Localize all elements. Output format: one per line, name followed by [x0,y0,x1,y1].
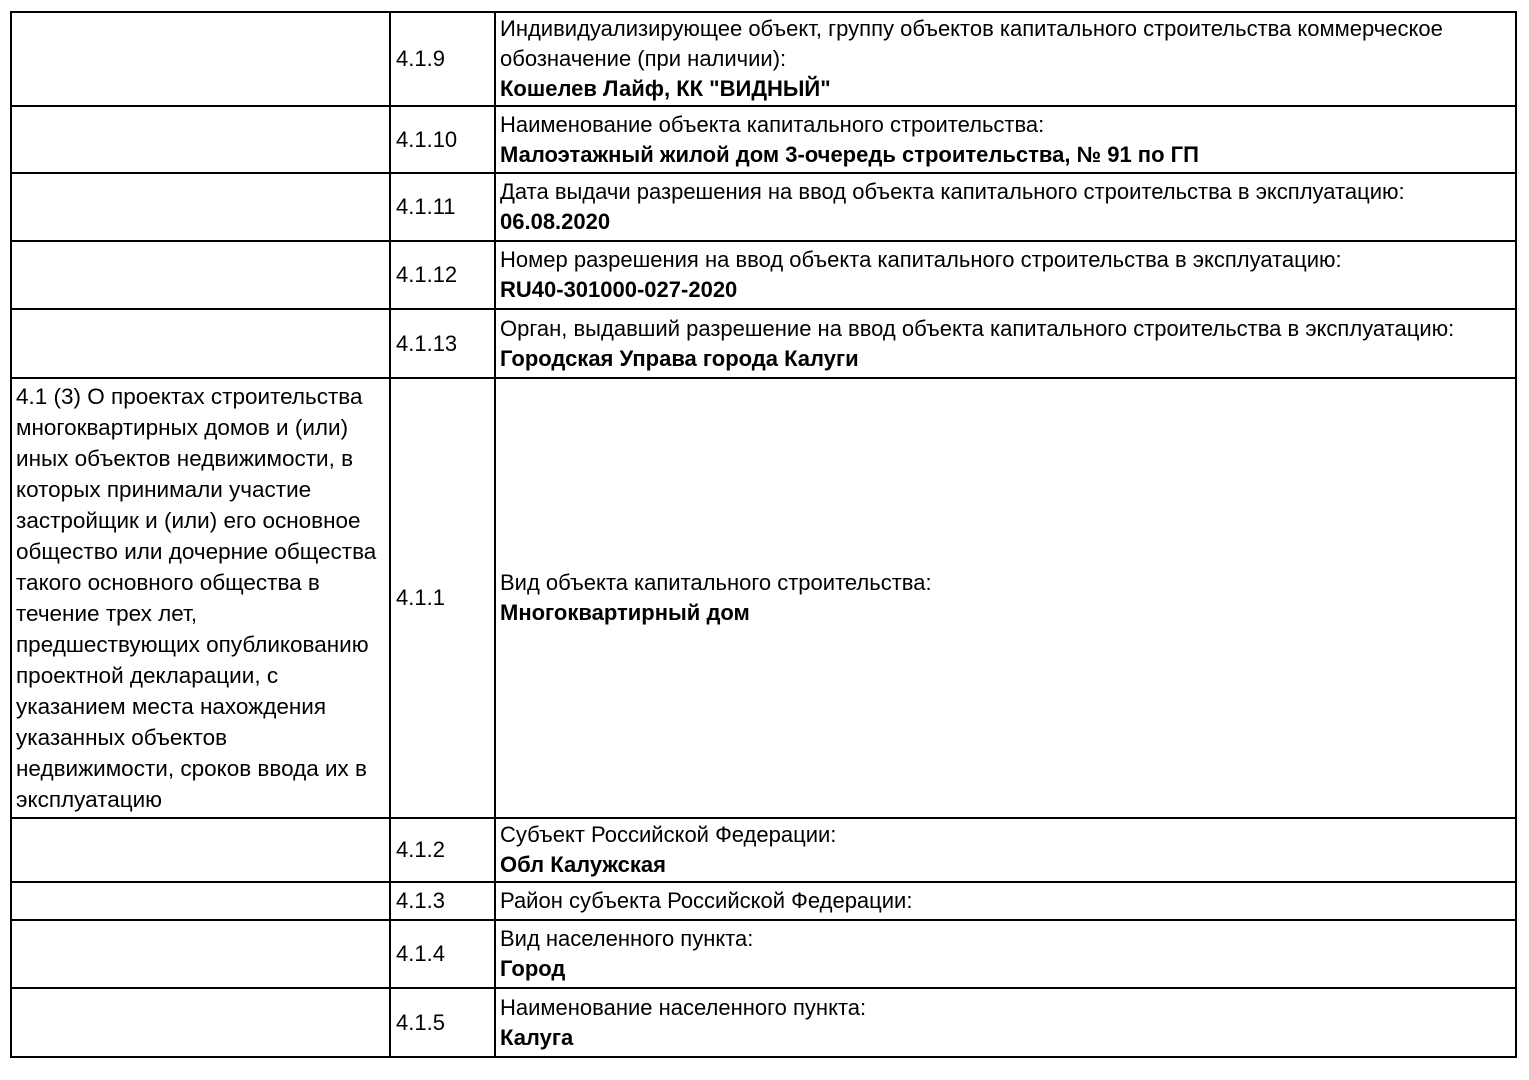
field-label: Вид населенного пункта: [500,926,754,951]
table-row [11,309,1516,378]
table-row [11,241,1516,309]
field-value: Калуга [500,1024,574,1050]
field-value: Город [500,956,566,981]
section-cell [11,882,390,920]
row-code: 4.1.12 [390,241,495,309]
field-value: Многоквартирный дом [500,600,750,625]
table-row [11,12,1516,106]
field-value: Городская Управа города Калуги [500,345,859,371]
row-content [495,988,1516,1057]
section-cell [11,988,390,1057]
row-code: 4.1.13 [390,309,495,378]
field-label: Субъект Российской Федерации: [500,822,837,847]
row-content [495,818,1516,882]
field-value: Обл Калужская [500,852,666,877]
field-label: Наименование населенного пункта: [500,994,867,1020]
section-cell [11,173,390,241]
section-cell [11,241,390,309]
row-code: 4.1.5 [390,988,495,1057]
field-value: Малоэтажный жилой дом 3-очередь строительства, № 91 по ГП [500,141,1199,167]
row-code: 4.1.9 [390,12,495,106]
section-cell [11,12,390,106]
table-row [11,173,1516,241]
row-code: 4.1.1 [390,378,495,818]
row-content [495,106,1516,173]
table-row [11,920,1516,988]
row-content [495,882,1516,920]
field-value: Кошелев Лайф, КК "ВИДНЫЙ" [500,76,831,101]
row-content [495,920,1516,988]
row-code: 4.1.4 [390,920,495,988]
row-code: 4.1.11 [390,173,495,241]
field-label: Индивидуализирующее объект, группу объектов капитального строительства коммерческое обозначение (при наличии): [500,16,1443,71]
row-content [495,241,1516,309]
section-cell [11,920,390,988]
section-cell [11,309,390,378]
field-label: Вид объекта капитального строительства: [500,570,932,595]
field-label: Орган, выдавший разрешение на ввод объекта капитального строительства в эксплуатацию: [500,315,1455,341]
declaration-table [10,11,1517,1058]
row-content [495,12,1516,106]
table-row [11,882,1516,920]
table-row [11,988,1516,1057]
field-value: RU40-301000-027-2020 [500,277,738,302]
field-value: 06.08.2020 [500,209,611,234]
row-content [495,378,1516,818]
section-cell [11,106,390,173]
field-label: Наименование объекта капитального строительства: [500,111,1045,137]
section-cell [11,818,390,882]
field-label: Район субъекта Российской Федерации: [500,888,913,913]
row-code: 4.1.2 [390,818,495,882]
table-row [11,106,1516,173]
table-row [11,378,1516,818]
row-code: 4.1.10 [390,106,495,173]
field-label: Дата выдачи разрешения на ввод объекта капитального строительства в эксплуатацию: [500,179,1405,204]
table-row [11,818,1516,882]
row-content [495,309,1516,378]
field-label: Номер разрешения на ввод объекта капитального строительства в эксплуатацию: [500,247,1342,272]
row-content [495,173,1516,241]
row-code: 4.1.3 [390,882,495,920]
section-description: 4.1 (3) О проектах строительства многоквартирных домов и (или) иных объектов недвижимости, в которых принимали участие застройщик и (или) его основное общество или дочерние общества такого основного общества в течение трех лет, предшествующих опубликованию проектной декларации, с указанием места нахождения указанных объектов недвижимости, сроков ввода их в эксплуатацию [11,378,390,818]
